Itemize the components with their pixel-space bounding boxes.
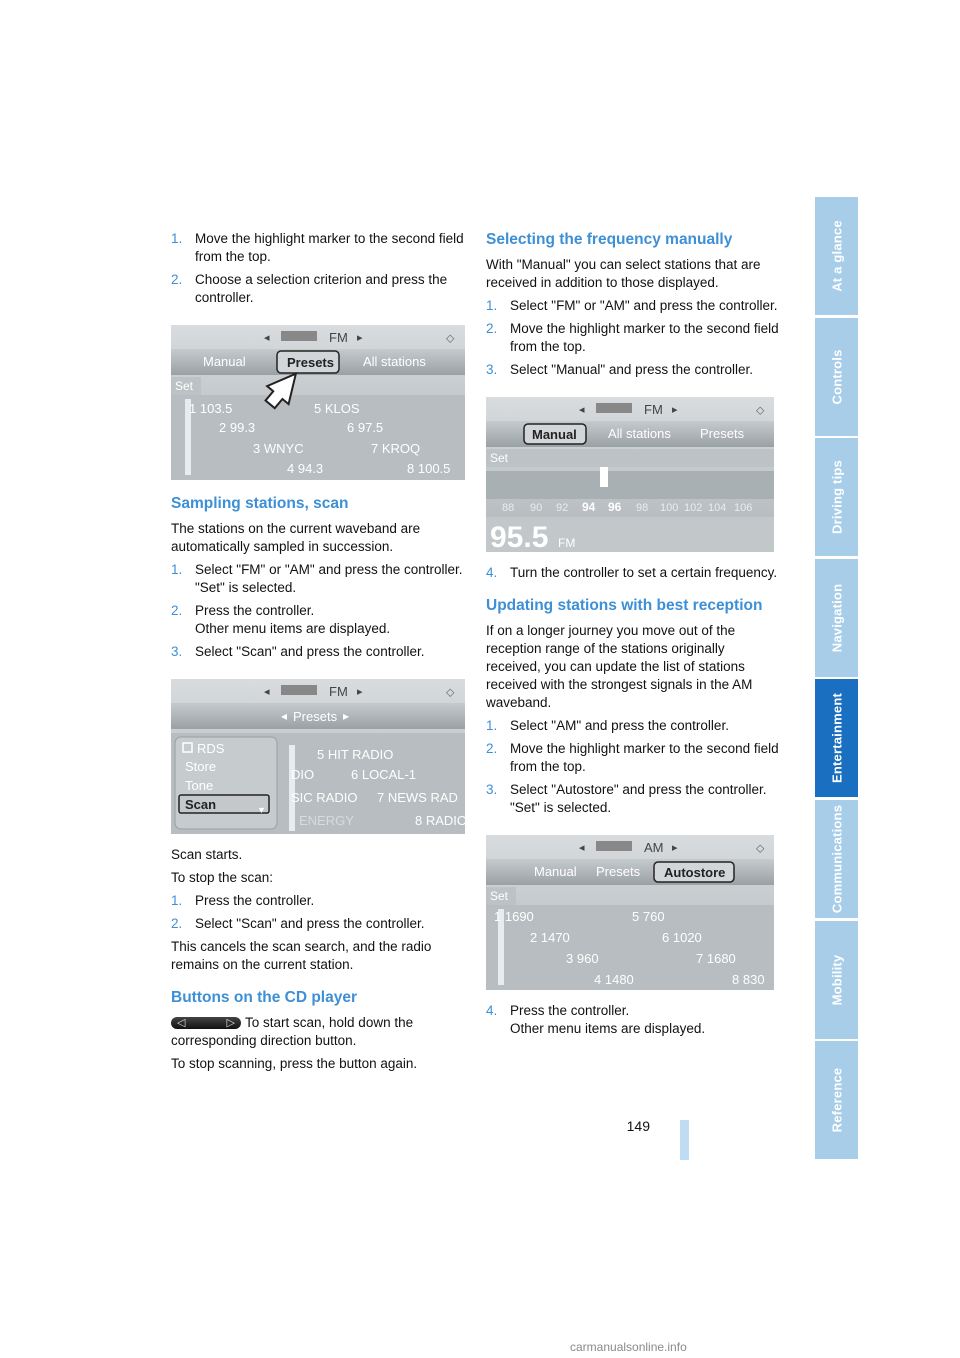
svg-text:AM: AM (644, 840, 664, 855)
svg-text:All stations: All stations (363, 354, 426, 369)
svg-text:100: 100 (660, 502, 679, 514)
step-number: 2. (171, 603, 183, 618)
svg-text:Manual: Manual (532, 427, 577, 442)
sidebar-tab-controls[interactable] (815, 318, 858, 436)
svg-text:Scan: Scan (185, 797, 217, 812)
step-number: 2. (486, 321, 498, 336)
step-number: 1. (486, 298, 498, 313)
svg-text:98: 98 (636, 502, 649, 514)
svg-text:5 760: 5 760 (632, 909, 665, 924)
svg-text:5 KLOS: 5 KLOS (314, 401, 360, 416)
svg-text:◂: ◂ (579, 842, 585, 854)
list-item (486, 717, 782, 735)
radio-scan-menu-screenshot (171, 679, 465, 834)
list-item (486, 1002, 782, 1038)
step-text: Select "Scan" and press the controller. (195, 644, 425, 659)
step-subtext: Other menu items are displayed. (195, 621, 391, 636)
svg-text:6 1020: 6 1020 (662, 930, 702, 945)
svg-text:Manual: Manual (534, 864, 577, 879)
right-column (486, 230, 782, 1043)
svg-text:96: 96 (608, 500, 622, 514)
svg-text:Set: Set (490, 451, 509, 465)
scan-starts-text: Scan starts. (171, 847, 243, 862)
stop-note: This cancels the scan search, and the radio remains on the current station. (171, 939, 432, 972)
sidebar-tab-label: Navigation (829, 583, 844, 653)
cd-stop-text: To stop scanning, press the button again. (171, 1056, 418, 1071)
page-number: 149 (626, 1118, 650, 1134)
svg-text:2 99.3: 2 99.3 (219, 420, 256, 435)
sidebar-tab-navigation[interactable] (815, 559, 858, 677)
svg-text:⬦: ⬦ (756, 403, 765, 417)
svg-text:▸: ▸ (357, 332, 363, 344)
sidebar-tab-reference[interactable] (815, 1041, 858, 1159)
manual-heading: Selecting the frequency manually (486, 231, 733, 248)
svg-text:Set: Set (175, 379, 194, 393)
svg-text:2 1470: 2 1470 (530, 930, 570, 945)
page-number-bar (680, 1120, 689, 1160)
svg-text:◂: ◂ (281, 709, 288, 723)
svg-text:8 830: 8 830 (732, 972, 765, 987)
svg-text:7 1680: 7 1680 (696, 951, 736, 966)
step-text: Select "Manual" and press the controller. (510, 362, 753, 377)
list-item (486, 740, 782, 776)
section-sidebar (815, 197, 858, 1160)
step-subtext: Other menu items are displayed. (510, 1021, 706, 1036)
svg-text:95.5: 95.5 (490, 521, 549, 552)
list-item (486, 320, 782, 356)
svg-text:Presets: Presets (287, 355, 334, 370)
svg-text:104: 104 (708, 502, 727, 514)
sidebar-tab-entertainment[interactable] (815, 679, 858, 797)
svg-text:⬦: ⬦ (756, 841, 765, 855)
step-number: 3. (486, 362, 498, 377)
sidebar-tab-mobility[interactable] (815, 921, 858, 1039)
sidebar-tab-label: Driving tips (829, 460, 844, 535)
step-text: Press the controller. (195, 603, 315, 618)
list-item (171, 643, 465, 661)
svg-text:Tone: Tone (185, 778, 214, 793)
step-subtext: "Set" is selected. (195, 580, 297, 595)
svg-text:ENERGY: ENERGY (299, 813, 354, 828)
step-text: Choose a selection criterion and press the controller. (195, 272, 448, 305)
list-item (171, 892, 465, 910)
list-item (171, 602, 465, 638)
sidebar-tab-at-a-glance[interactable] (815, 197, 858, 315)
step-number: 3. (486, 782, 498, 797)
sidebar-tab-label: Controls (829, 349, 844, 405)
svg-text:88: 88 (502, 502, 515, 514)
radio-manual-tuning-screenshot (486, 397, 774, 552)
svg-text:RDS: RDS (197, 741, 225, 756)
svg-text:⬦: ⬦ (446, 685, 455, 699)
svg-text:Presets: Presets (596, 864, 641, 879)
step-number: 1. (171, 893, 183, 908)
scan-intro: The stations on the current waveband are automatically sampled in succession. (171, 521, 421, 554)
svg-text:FM: FM (558, 536, 576, 550)
step-text: Move the highlight marker to the second field from the top. (510, 741, 779, 774)
list-item (486, 297, 782, 315)
step-subtext: "Set" is selected. (510, 800, 612, 815)
step-number: 3. (171, 644, 183, 659)
svg-text:All stations: All stations (608, 426, 671, 441)
cd-text (171, 1014, 465, 1050)
list-item (171, 271, 465, 307)
step-number: 4. (486, 565, 498, 580)
svg-text:SIC RADIO: SIC RADIO (291, 790, 358, 805)
step-number: 4. (486, 1003, 498, 1018)
svg-text:102: 102 (684, 502, 703, 514)
sidebar-tab-driving-tips[interactable] (815, 438, 858, 556)
svg-text:Set: Set (490, 889, 509, 903)
cd-direction-button-icon: ◁ ▷ (171, 1017, 241, 1029)
step-number: 2. (171, 272, 183, 287)
svg-text:92: 92 (556, 502, 569, 514)
step-number: 2. (486, 741, 498, 756)
svg-text:Presets: Presets (293, 709, 338, 724)
step-text: Select "FM" or "AM" and press the controller. (510, 298, 778, 313)
cd-text-body: To start scan, hold down the corresponding direction button. (171, 1015, 414, 1048)
radio-presets-screenshot (171, 325, 465, 480)
svg-text:6 LOCAL-1: 6 LOCAL-1 (351, 767, 417, 782)
svg-text:6 97.5: 6 97.5 (347, 420, 384, 435)
svg-text:8 RADIO: 8 RADIO (415, 813, 465, 828)
list-item (486, 781, 782, 817)
sidebar-tab-label: Communications (829, 804, 844, 914)
step-text: Select "AM" and press the controller. (510, 718, 729, 733)
svg-text:3 WNYC: 3 WNYC (253, 441, 304, 456)
svg-text:5 HIT RADIO: 5 HIT RADIO (317, 747, 394, 762)
sidebar-tab-label: Entertainment (829, 693, 844, 784)
update-intro: If on a longer journey you move out of the reception range of the stations originally received, you can update the list of stations received with the strongest signals in the AM waveband. (486, 623, 753, 710)
svg-text:▸: ▸ (672, 404, 678, 416)
svg-text:▸: ▸ (672, 842, 678, 854)
svg-text:7 NEWS RAD: 7 NEWS RAD (377, 790, 458, 805)
list-item (171, 561, 465, 597)
list-item (171, 230, 465, 266)
svg-text:1 1690: 1 1690 (494, 909, 534, 924)
step-text: Select "Autostore" and press the controller. (510, 782, 767, 797)
svg-text:4 94.3: 4 94.3 (287, 461, 324, 476)
step-text: Press the controller. (195, 893, 315, 908)
update-heading: Updating stations with best reception (486, 597, 763, 614)
step-text: Press the controller. (510, 1003, 630, 1018)
step-text: Select "Scan" and press the controller. (195, 916, 425, 931)
sidebar-tab-label: Mobility (829, 954, 844, 1005)
watermark: carmanualsonline.info (570, 1340, 687, 1354)
svg-text:90: 90 (530, 502, 543, 514)
svg-text:Presets: Presets (700, 426, 745, 441)
radio-autostore-screenshot (486, 835, 774, 990)
sidebar-tab-communications[interactable] (815, 800, 858, 918)
svg-text:FM: FM (329, 684, 348, 699)
stop-intro: To stop the scan: (171, 870, 274, 885)
svg-text:FM: FM (329, 330, 348, 345)
list-item (486, 564, 782, 582)
step-text: Move the highlight marker to the second field from the top. (510, 321, 779, 354)
step-number: 1. (171, 562, 183, 577)
svg-text:8 100.5: 8 100.5 (407, 461, 451, 476)
sidebar-tab-label: Reference (829, 1067, 844, 1133)
svg-text:FM: FM (644, 402, 663, 417)
svg-text:▼: ▼ (257, 805, 266, 815)
manual-intro: With "Manual" you can select stations that are received in addition to those displayed. (486, 257, 761, 290)
step-text: Turn the controller to set a certain frequency. (510, 565, 778, 580)
svg-text:4 1480: 4 1480 (594, 972, 634, 987)
list-item (486, 361, 782, 379)
left-column (171, 230, 465, 1078)
cd-heading: Buttons on the CD player (171, 989, 358, 1006)
svg-text:3 960: 3 960 (566, 951, 599, 966)
step-number: 2. (171, 916, 183, 931)
step-text: Select "FM" or "AM" and press the controller. (195, 562, 463, 577)
svg-text:7 KROQ: 7 KROQ (371, 441, 421, 456)
svg-text:◂: ◂ (264, 332, 270, 344)
svg-text:◂: ◂ (579, 404, 585, 416)
step-number: 1. (171, 231, 183, 246)
svg-text:Manual: Manual (203, 354, 246, 369)
scan-heading: Sampling stations, scan (171, 495, 349, 512)
svg-text:▸: ▸ (343, 709, 350, 723)
list-item (171, 915, 465, 933)
sidebar-tab-label: At a glance (829, 220, 844, 292)
step-text: Move the highlight marker to the second field from the top. (195, 231, 464, 264)
svg-text:⬦: ⬦ (446, 331, 455, 345)
svg-text:DIO: DIO (291, 767, 315, 782)
svg-text:◂: ◂ (264, 686, 270, 698)
step-number: 1. (486, 718, 498, 733)
svg-text:▸: ▸ (357, 686, 363, 698)
svg-text:106: 106 (734, 502, 753, 514)
svg-text:Store: Store (185, 759, 217, 774)
svg-text:Autostore: Autostore (664, 865, 726, 880)
svg-text:1 103.5: 1 103.5 (189, 401, 233, 416)
svg-text:94: 94 (582, 500, 596, 514)
